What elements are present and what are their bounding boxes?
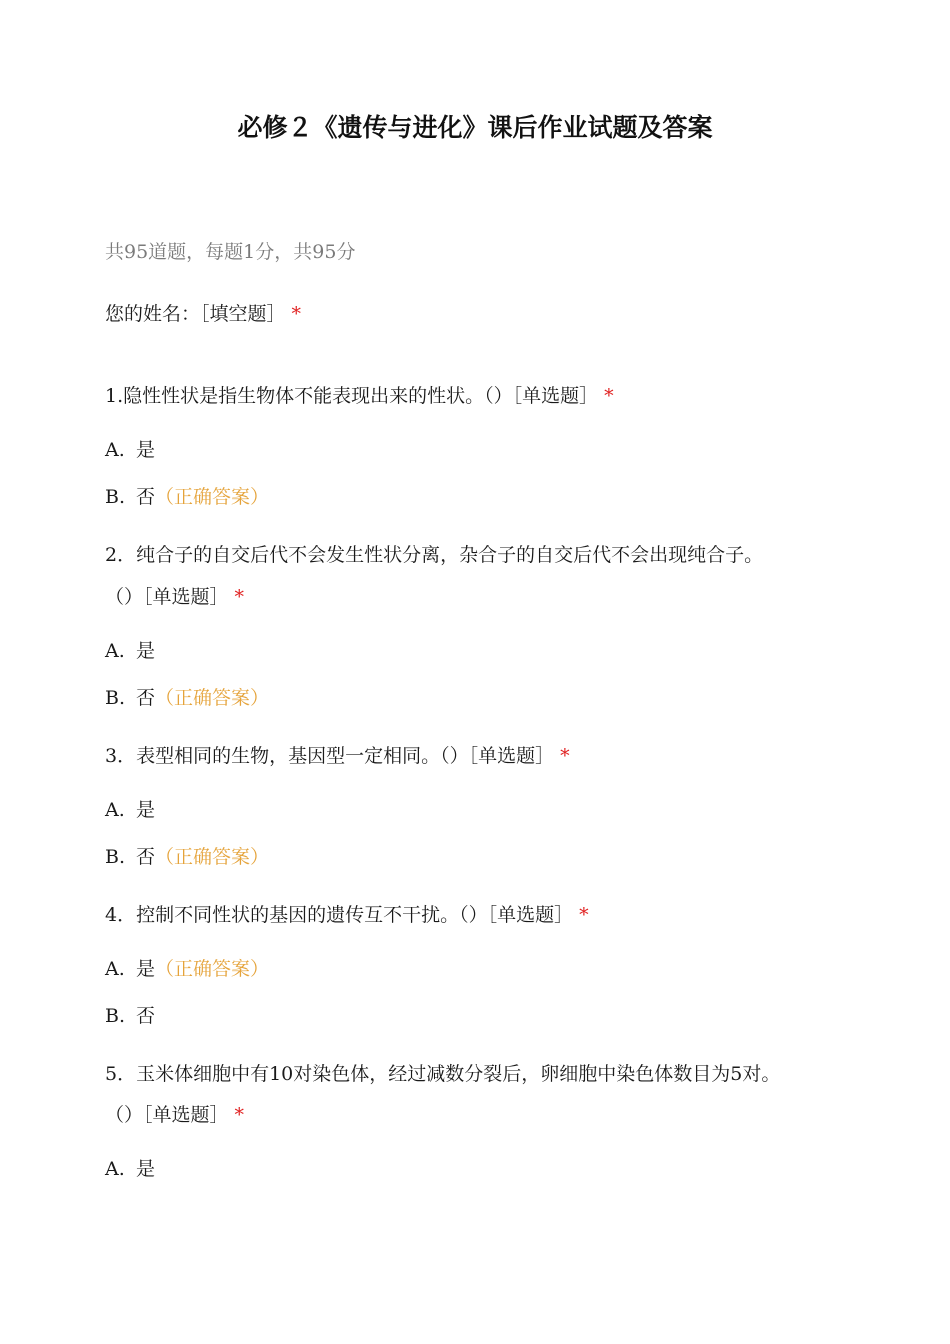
option-letter: A.: [105, 958, 125, 980]
option-letter: A.: [105, 640, 125, 662]
correct-answer-tag: （正确答案）: [155, 846, 270, 868]
required-mark: *: [604, 385, 614, 407]
option-text: 是: [136, 1158, 156, 1180]
question-text: 4．控制不同性状的基因的遗传互不干扰。（）［单选题］: [105, 904, 574, 926]
question-4-option-b[interactable]: [105, 1001, 155, 1028]
question-5-option-a[interactable]: [105, 1154, 155, 1181]
option-letter: A.: [105, 439, 125, 461]
name-field-label: 您的姓名：［填空题］: [105, 303, 286, 325]
option-text: 否: [136, 846, 156, 868]
question-text: （）［单选题］: [105, 1104, 229, 1126]
question-3-option-a[interactable]: [105, 795, 155, 822]
question-5: [105, 1059, 780, 1086]
correct-answer-tag: （正确答案）: [155, 958, 270, 980]
question-4-option-a[interactable]: [105, 954, 269, 981]
correct-answer-tag: （正确答案）: [155, 687, 270, 709]
option-letter: B.: [105, 846, 126, 868]
correct-answer-tag: （正确答案）: [155, 486, 270, 508]
option-letter: A.: [105, 799, 125, 821]
option-letter: A.: [105, 1158, 125, 1180]
quiz-summary: 共95道题，每题1分，共95分: [105, 241, 356, 263]
required-mark: *: [291, 303, 302, 325]
option-text: 是: [136, 439, 156, 461]
question-text: 5．玉米体细胞中有10对染色体，经过减数分裂后，卵细胞中染色体数目为5对。: [105, 1063, 781, 1085]
question-4: [105, 900, 589, 927]
question-2: [105, 540, 763, 567]
question-text: 1.隐性性状是指生物体不能表现出来的性状。（）［单选题］: [105, 385, 599, 407]
required-mark: *: [234, 1104, 245, 1126]
question-text: 3．表型相同的生物，基因型一定相同。（）［单选题］: [105, 745, 555, 767]
question-2-option-a[interactable]: [105, 636, 155, 663]
option-text: 否: [136, 1005, 156, 1027]
option-letter: B.: [105, 486, 126, 508]
question-1-option-b[interactable]: [105, 482, 269, 509]
question-3-option-b[interactable]: [105, 842, 269, 869]
page-title: 必修２《遗传与进化》课后作业试题及答案: [237, 113, 713, 142]
option-text: 否: [136, 486, 156, 508]
question-2-option-b[interactable]: [105, 683, 269, 710]
required-mark: *: [560, 745, 570, 767]
question-text: 2．纯合子的自交后代不会发生性状分离，杂合子的自交后代不会出现纯合子。: [105, 544, 764, 566]
question-2-line-2: [105, 582, 244, 609]
option-letter: B.: [105, 687, 126, 709]
option-text: 是: [136, 799, 156, 821]
name-field[interactable]: [105, 299, 301, 326]
question-1: [105, 381, 614, 408]
required-mark: *: [234, 586, 245, 608]
option-text: 否: [136, 687, 156, 709]
option-letter: B.: [105, 1005, 126, 1027]
option-text: 是: [136, 958, 156, 980]
question-text: （）［单选题］: [105, 586, 229, 608]
question-3: [105, 741, 570, 768]
option-text: 是: [136, 640, 156, 662]
required-mark: *: [579, 904, 589, 926]
question-1-option-a[interactable]: [105, 435, 155, 462]
question-5-line-2: [105, 1100, 244, 1127]
